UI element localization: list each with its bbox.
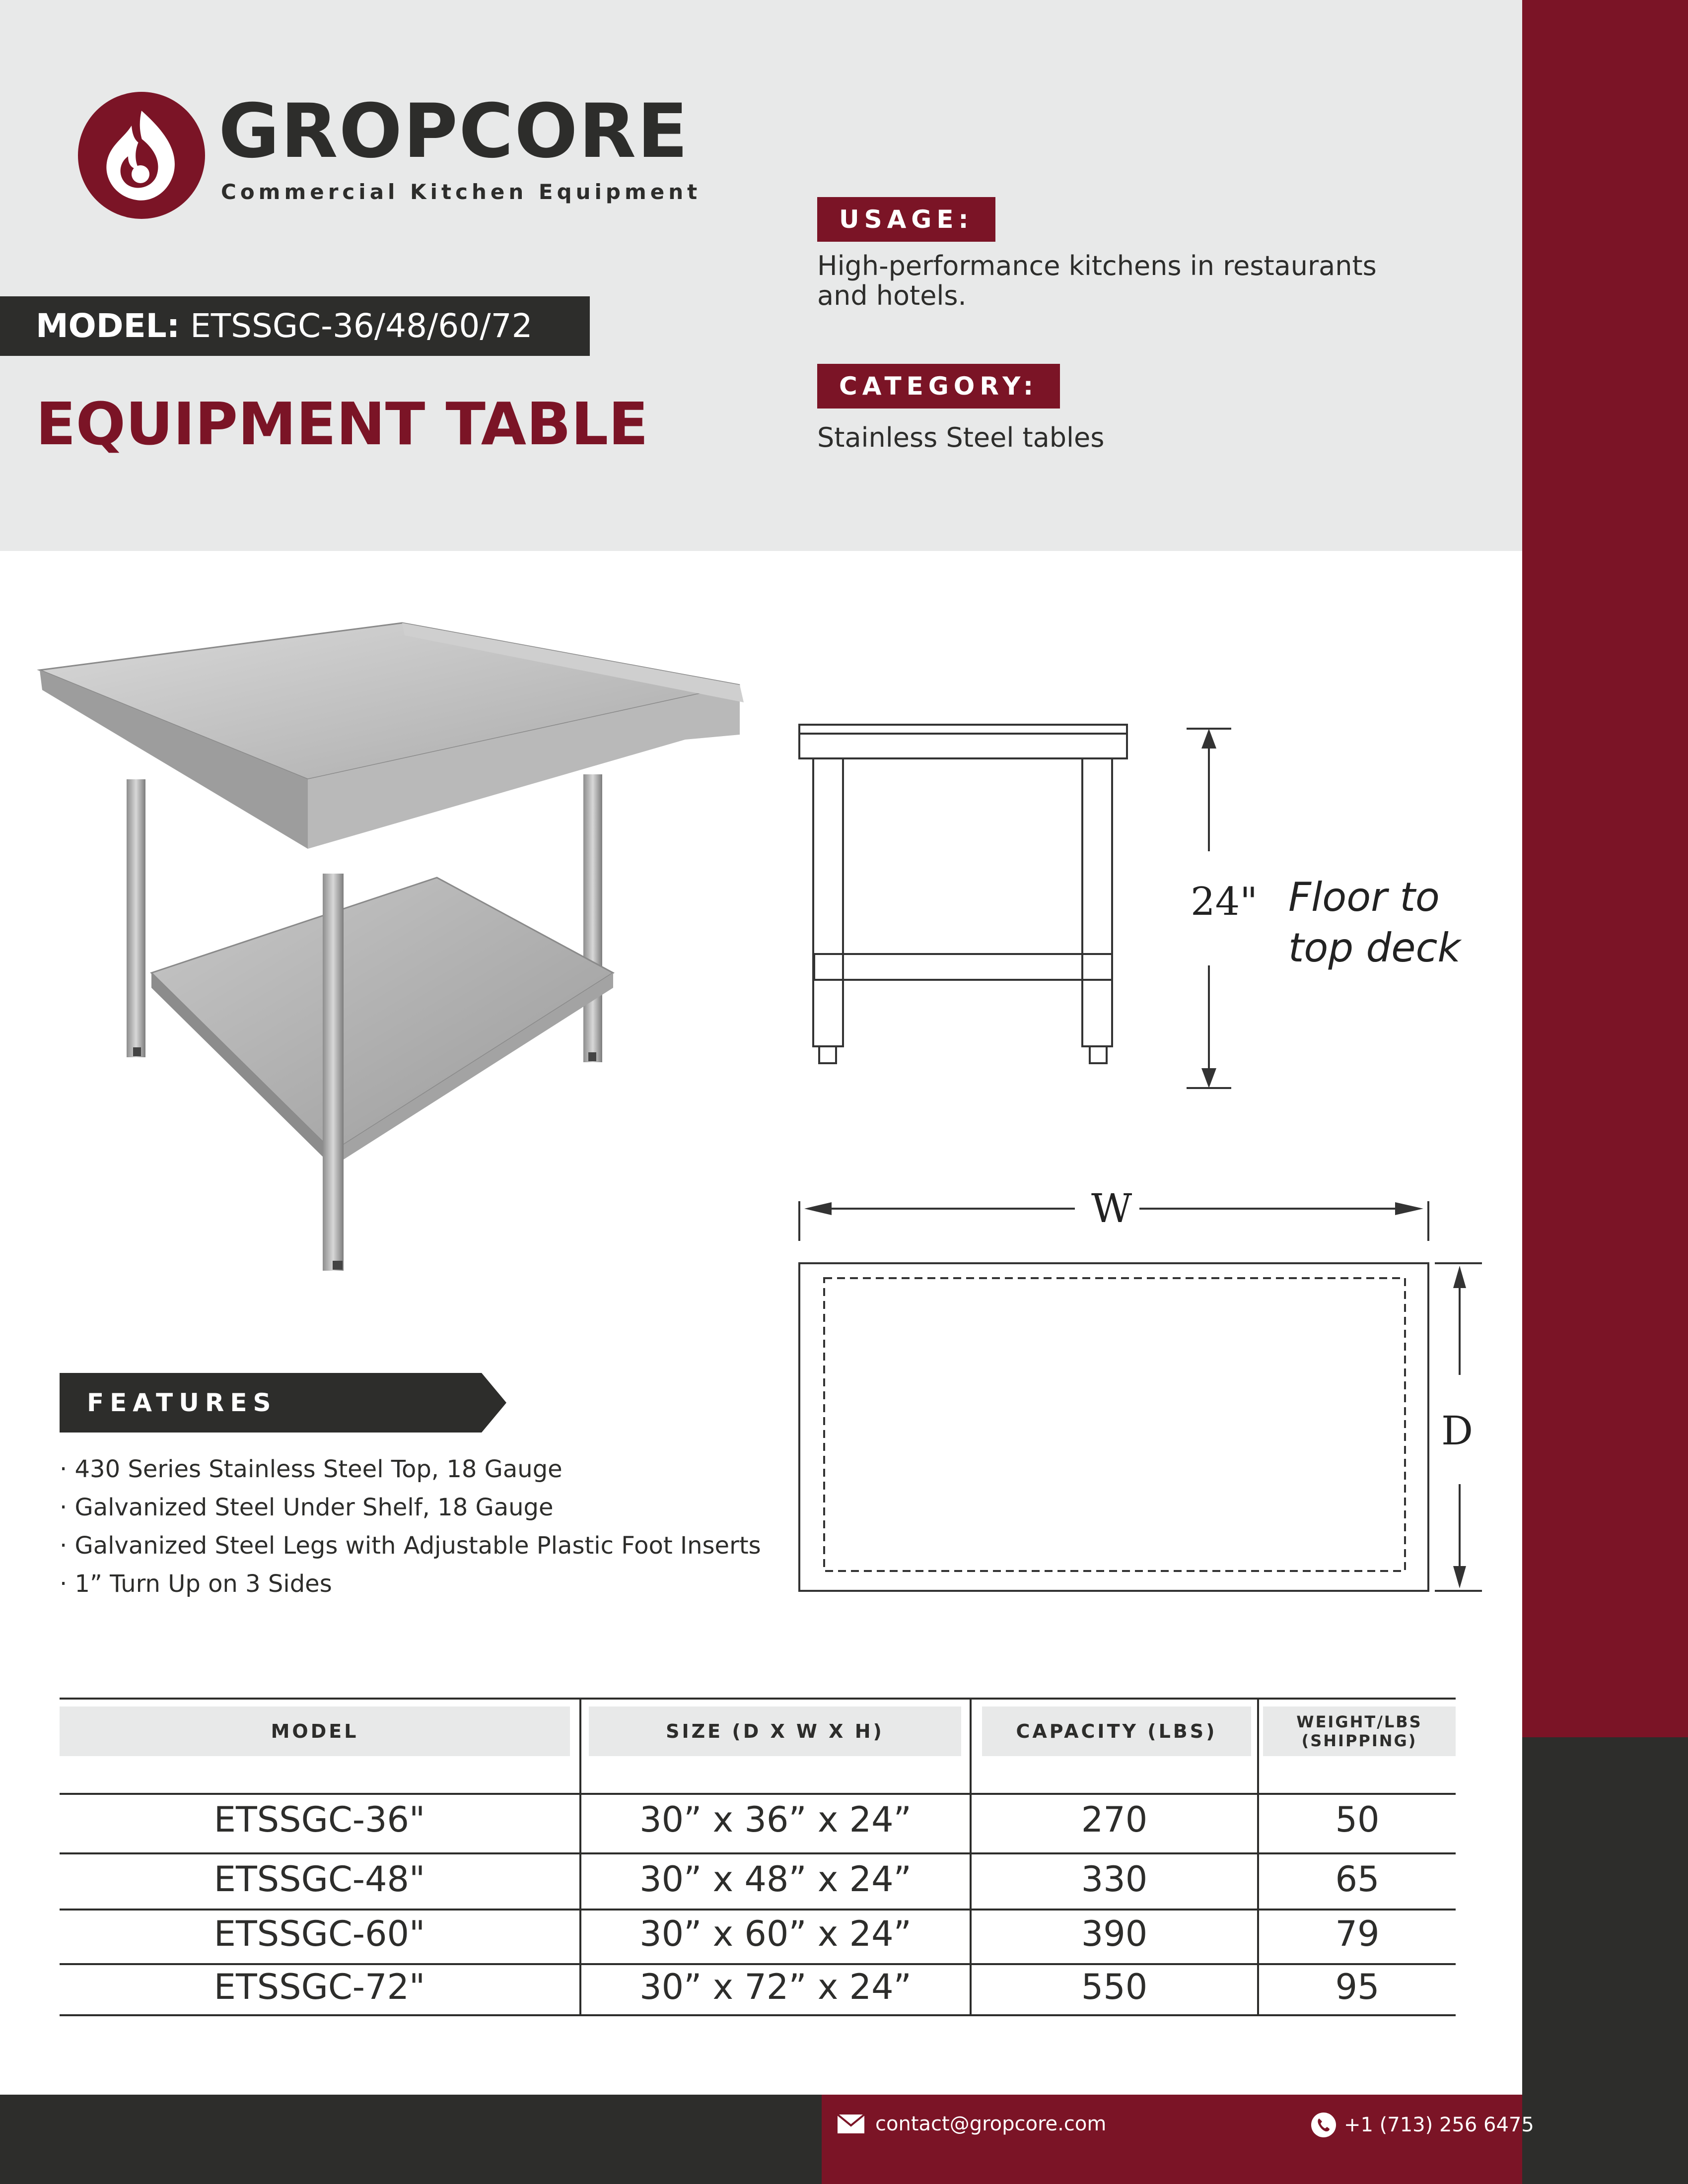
cell-weight: 79 <box>1335 1913 1380 1954</box>
table-header-weight-line2: (SHIPPING) <box>1301 1731 1417 1750</box>
cell-model: ETSSGC-48" <box>213 1859 425 1900</box>
height-value: 24" <box>1191 880 1258 924</box>
cell-weight: 50 <box>1335 1799 1380 1840</box>
cell-weight: 95 <box>1335 1967 1380 2007</box>
contact-phone[interactable]: +1 (713) 256 6475 <box>1344 2114 1534 2136</box>
cell-weight: 65 <box>1335 1859 1380 1900</box>
cell-size: 30” x 72” x 24” <box>639 1967 912 2007</box>
page-title: EQUIPMENT TABLE <box>36 390 648 458</box>
table-header-capacity: CAPACITY (LBS) <box>982 1706 1251 1756</box>
feature-item: · 1” Turn Up on 3 Sides <box>60 1570 332 1598</box>
model-bar <box>0 296 590 356</box>
brand-tagline: Commercial Kitchen Equipment <box>221 180 702 204</box>
contact-email[interactable]: contact@gropcore.com <box>875 2113 1107 2135</box>
height-caption-line2: top deck <box>1288 925 1461 971</box>
table-header-weight <box>1263 1706 1456 1756</box>
cell-capacity: 270 <box>1081 1799 1148 1840</box>
spec-table <box>60 1698 1456 2020</box>
side-elevation-diagram <box>784 710 1489 1102</box>
product-illustration <box>35 615 755 1276</box>
features-list <box>60 1450 761 1603</box>
feature-item: · 430 Series Stainless Steel Top, 18 Gauge <box>60 1455 563 1483</box>
side-accent-dark <box>1522 1737 1688 2095</box>
envelope-icon <box>837 2114 865 2134</box>
width-label: W <box>1091 1185 1132 1231</box>
table-header-size: SIZE (D X W X H) <box>589 1706 961 1756</box>
cell-size: 30” x 60” x 24” <box>639 1913 912 1954</box>
cell-model: ETSSGC-36" <box>213 1799 425 1840</box>
brand-name: GROPCORE <box>218 88 689 175</box>
model-label: MODEL: <box>36 307 180 345</box>
cell-model: ETSSGC-60" <box>213 1913 425 1954</box>
feature-item: · Galvanized Steel Under Shelf, 18 Gauge <box>60 1494 554 1521</box>
depth-label: D <box>1441 1408 1474 1454</box>
footer-contact-bar <box>822 2095 1522 2184</box>
usage-tag: USAGE: <box>817 197 995 242</box>
feature-item: · Galvanized Steel Legs with Adjustable Plastic Foot Inserts <box>60 1532 761 1560</box>
plan-view-diagram <box>784 1181 1489 1608</box>
cell-capacity: 550 <box>1081 1967 1148 2007</box>
gropcore-logo-icon <box>77 91 206 220</box>
phone-icon <box>1311 2112 1336 2138</box>
category-tag: CATEGORY: <box>817 364 1060 409</box>
category-text: Stainless Steel tables <box>817 422 1105 453</box>
cell-capacity: 330 <box>1081 1859 1148 1900</box>
side-accent-red <box>1522 0 1688 1737</box>
table-header-model: MODEL <box>60 1706 570 1756</box>
usage-text: High-performance kitchens in restaurants and hotels. <box>817 250 1377 311</box>
table-header-weight-line1: WEIGHT/LBS <box>1296 1712 1422 1731</box>
cell-size: 30” x 48” x 24” <box>639 1859 912 1900</box>
cell-size: 30” x 36” x 24” <box>639 1799 912 1840</box>
features-heading: FEATURES <box>87 1388 277 1417</box>
height-caption-line1: Floor to <box>1288 874 1440 920</box>
model-value: ETSSGC-36/48/60/72 <box>190 307 533 345</box>
cell-capacity: 390 <box>1081 1913 1148 1954</box>
cell-model: ETSSGC-72" <box>213 1967 425 2007</box>
